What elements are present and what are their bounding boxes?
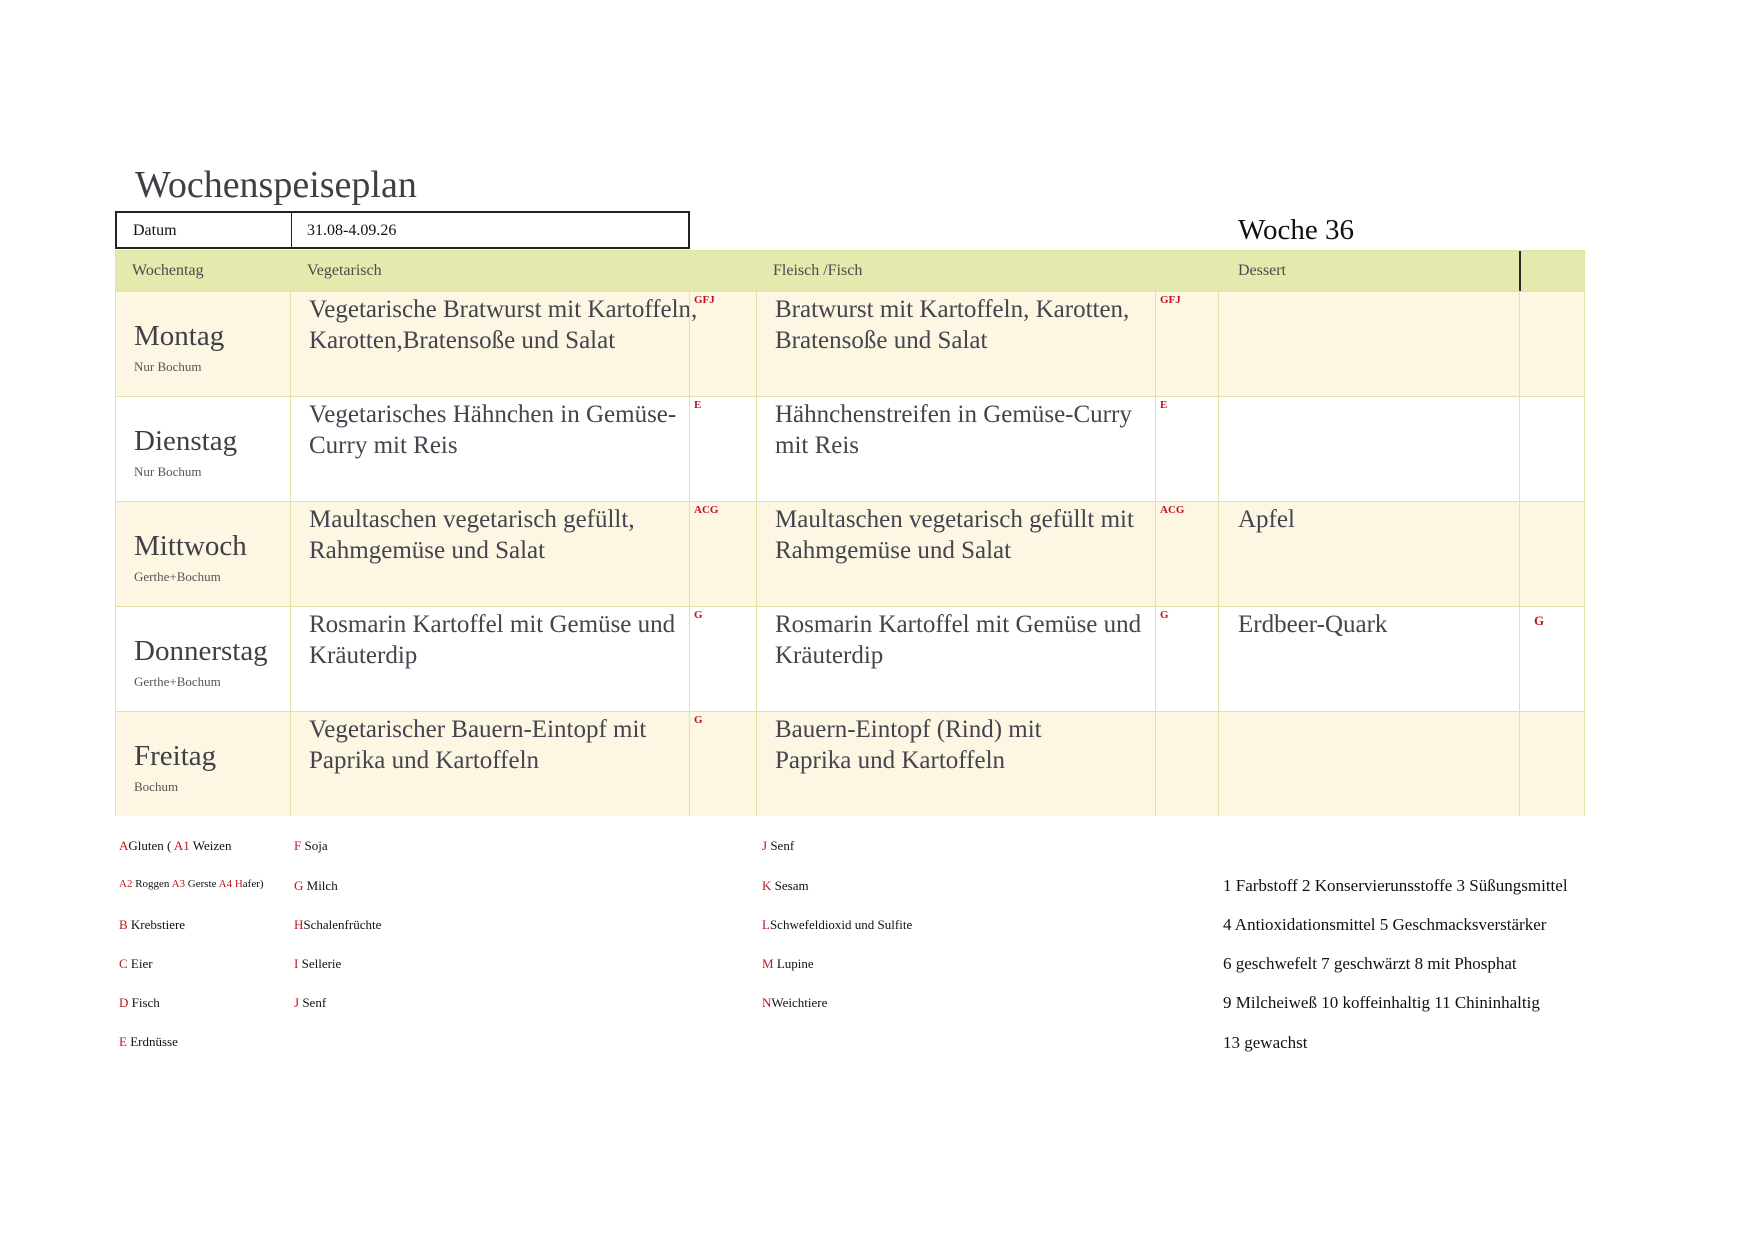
table-row (116, 396, 1584, 501)
additive-line: 4 Antioxidationsmittel 5 Geschmacksverstärker (1223, 915, 1547, 934)
vegetarian-allergens: E (694, 399, 702, 411)
datum-value: 31.08-4.09.26 (307, 222, 397, 239)
dessert: Erdbeer-Quark (1238, 611, 1388, 638)
header-fleisch: Fleisch /Fisch (773, 262, 863, 279)
vegetarian-dish: Vegetarisches Hähnchen in Gemüse-Curry mit Reis (309, 401, 677, 459)
header-dessert: Dessert (1238, 262, 1286, 279)
legend-item: G Milch (294, 878, 338, 893)
day-name: Mittwoch (134, 530, 247, 562)
datum-label: Datum (133, 222, 177, 239)
meat-allergens: GFJ (1160, 294, 1181, 306)
table-header (116, 251, 1584, 291)
additive-line: 9 Milcheiweß 10 koffeinhaltig 11 Chininhaltig (1223, 993, 1540, 1012)
meat-dish: Maultaschen vegetarisch gefüllt mit Rahmgemüse und Salat (775, 506, 1134, 564)
legend-item: NWeichtiere (762, 995, 828, 1010)
table-row (116, 291, 1584, 396)
vegetarian-dish: Vegetarische Bratwurst mit Kartoffeln, Karotten,Bratensoße und Salat (309, 296, 698, 354)
legend-item: F Soja (294, 838, 328, 853)
vegetarian-dish: Maultaschen vegetarisch gefüllt, Rahmgemüse und Salat (309, 506, 635, 564)
day-name: Montag (134, 320, 225, 352)
day-name: Donnerstag (134, 635, 268, 667)
additive-line: 6 geschwefelt 7 geschwärzt 8 mit Phosphat (1223, 954, 1517, 973)
meat-allergens: E (1160, 399, 1168, 411)
week-number: Woche 36 (1238, 214, 1355, 246)
vegetarian-dish: Rosmarin Kartoffel mit Gemüse und Kräuterdip (309, 611, 676, 669)
datum-box (115, 211, 690, 249)
meat-dish: Rosmarin Kartoffel mit Gemüse und Kräuterdip (775, 611, 1142, 669)
legend-item: D Fisch (119, 995, 160, 1010)
legend-item: E Erdnüsse (119, 1034, 178, 1049)
meat-dish: Bratwurst mit Kartoffeln, Karotten, Bratensoße und Salat (775, 296, 1130, 354)
table-row (116, 501, 1584, 606)
legend-item: C Eier (119, 956, 153, 971)
header-wochentag: Wochentag (132, 262, 204, 279)
legend-item: HSchalenfrüchte (294, 917, 382, 932)
vegetarian-allergens: ACG (694, 504, 719, 516)
vegetarian-allergens: GFJ (694, 294, 715, 306)
additive-line: 1 Farbstoff 2 Konservierunsstoffe 3 Süßungsmittel (1223, 876, 1568, 895)
meat-dish: Bauern-Eintopf (Rind) mit Paprika und Kartoffeln (775, 716, 1042, 774)
legend-item: I Sellerie (294, 956, 342, 971)
meat-dish: Hähnchenstreifen in Gemüse-Curry mit Reis (775, 401, 1132, 459)
legend-item: J Senf (294, 995, 327, 1010)
day-location: Nur Bochum (134, 359, 202, 374)
legend-item: K Sesam (762, 878, 809, 893)
page-title: Wochenspeiseplan (135, 164, 417, 206)
meat-allergens: ACG (1160, 504, 1185, 516)
day-location: Gerthe+Bochum (134, 569, 221, 584)
dessert-allergens: G (1534, 613, 1545, 628)
additive-line: 13 gewachst (1223, 1033, 1308, 1052)
legend-item-gluten-sub: A2 Roggen A3 Gerste A4 Hafer) (119, 878, 264, 890)
menu-table (115, 250, 1585, 816)
header-vegetarisch: Vegetarisch (307, 262, 382, 279)
vegetarian-allergens: G (694, 609, 703, 621)
datum-divider (291, 213, 292, 247)
legend-item: J Senf (762, 838, 795, 853)
header-divider (1519, 251, 1521, 291)
dessert: Apfel (1238, 506, 1295, 533)
legend-item: AGluten ( A1 Weizen (119, 838, 232, 853)
table-row (116, 711, 1584, 816)
day-location: Nur Bochum (134, 464, 202, 479)
vegetarian-allergens: G (694, 714, 703, 726)
legend-item: B Krebstiere (119, 917, 186, 932)
day-location: Bochum (134, 779, 179, 794)
day-name: Freitag (134, 740, 217, 772)
legend-item: M Lupine (762, 956, 814, 971)
day-name: Dienstag (134, 425, 238, 457)
meat-allergens: G (1160, 609, 1169, 621)
legend-item: LSchwefeldioxid und Sulfite (762, 917, 913, 932)
table-row (116, 606, 1584, 711)
vegetarian-dish: Vegetarischer Bauern-Eintopf mit Paprika und Kartoffeln (309, 716, 647, 774)
day-location: Gerthe+Bochum (134, 674, 221, 689)
